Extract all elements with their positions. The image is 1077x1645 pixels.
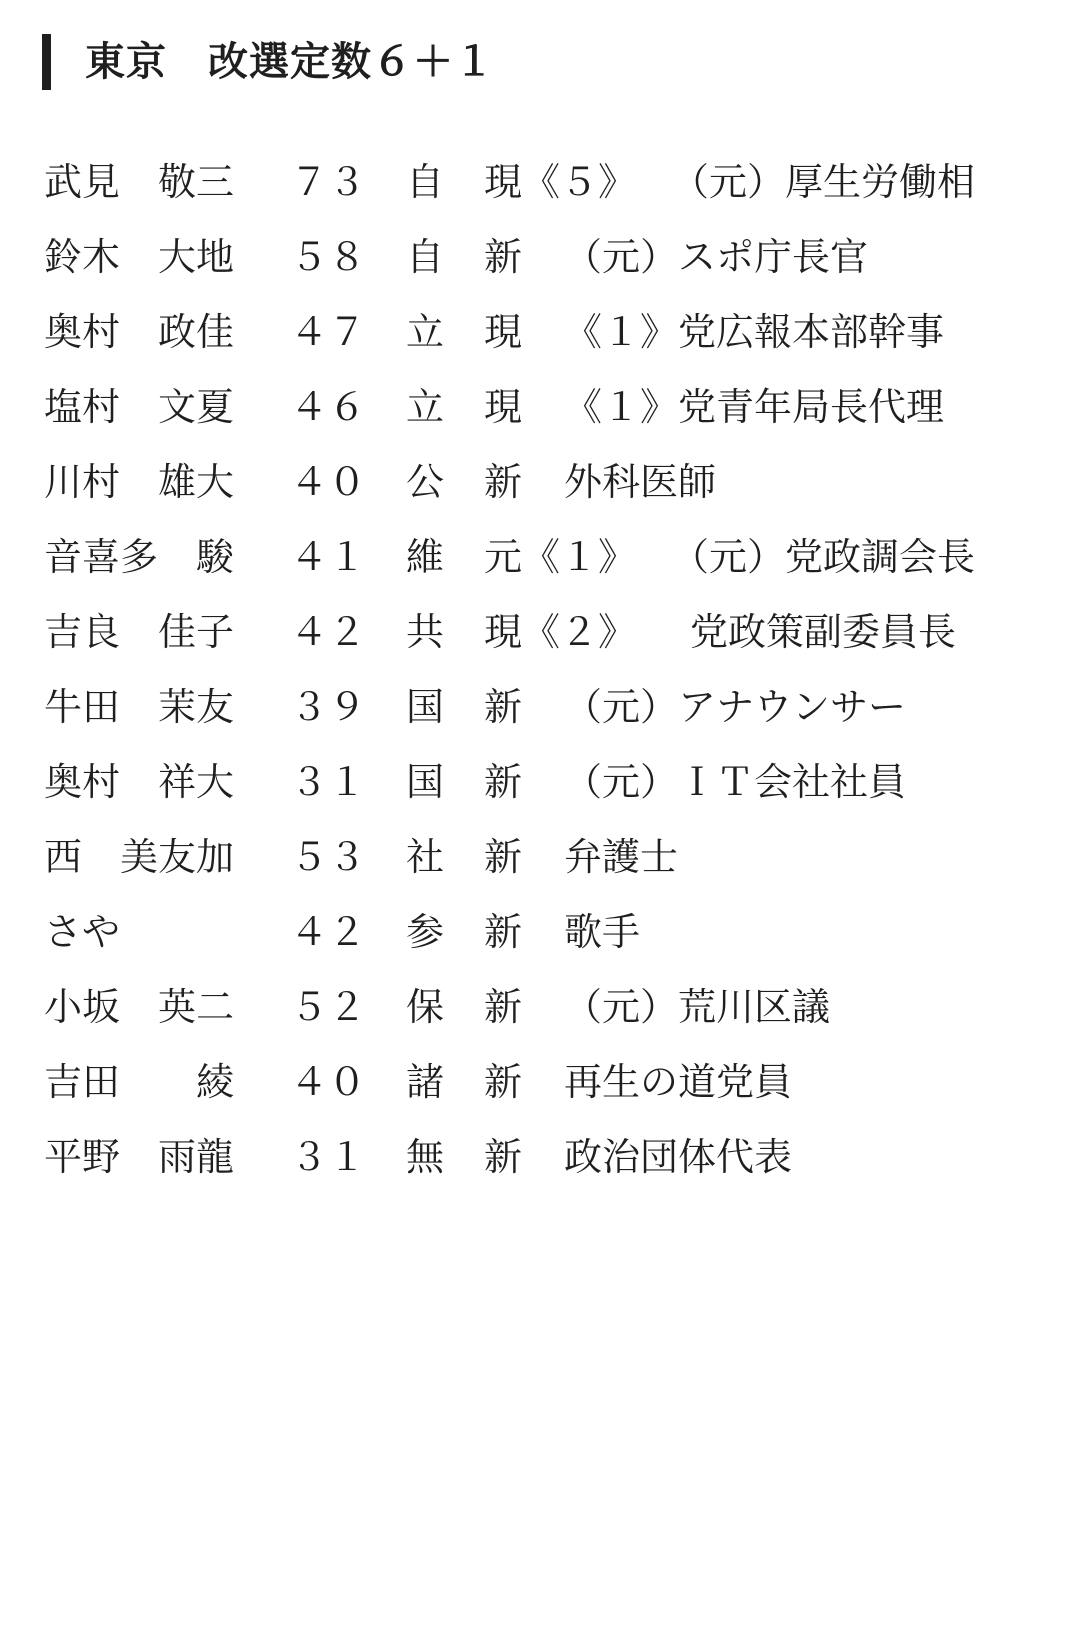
candidate-status: 新	[484, 1135, 523, 1179]
candidate-row	[44, 745, 1064, 820]
candidate-party: 参	[406, 910, 445, 954]
candidate-party: 共	[406, 610, 445, 654]
candidate-status: 新	[484, 760, 523, 804]
candidate-row	[44, 145, 1064, 220]
candidate-status: 現《５》	[484, 160, 637, 204]
candidate-party: 維	[406, 535, 445, 579]
candidate-status: 新	[484, 235, 523, 279]
candidate-age: ４２	[290, 610, 367, 654]
candidate-name: 鈴木 大地	[44, 235, 235, 279]
candidate-status: 新	[484, 460, 523, 504]
candidate-party: 国	[406, 685, 445, 729]
candidate-status: 新	[484, 1060, 523, 1104]
candidate-status: 新	[484, 910, 523, 954]
candidate-party: 自	[406, 160, 445, 204]
candidate-career: 歌手	[564, 910, 641, 954]
candidate-career: 弁護士	[564, 835, 679, 879]
candidate-status: 新	[484, 835, 523, 879]
candidate-age: ４０	[290, 460, 367, 504]
candidate-row	[44, 295, 1064, 370]
candidate-career: （元）アナウンサー	[564, 685, 907, 729]
candidate-career: 《１》党広報本部幹事	[564, 310, 945, 354]
heading-title: 東京 改選定数６＋１	[85, 39, 495, 85]
candidate-party: 立	[406, 385, 445, 429]
candidate-age: ５８	[290, 235, 367, 279]
candidate-party: 諸	[406, 1060, 445, 1104]
candidate-status: 現	[484, 310, 523, 354]
candidate-career: 党政策副委員長	[652, 610, 957, 654]
candidate-name: 川村 雄大	[44, 460, 235, 504]
candidate-status: 新	[484, 685, 523, 729]
candidate-status: 元《１》	[484, 535, 637, 579]
candidate-age: ４２	[290, 910, 367, 954]
candidate-age: ３１	[290, 1135, 367, 1179]
candidate-row	[44, 970, 1064, 1045]
candidate-career: （元）党政調会長	[652, 535, 976, 579]
candidate-career: （元）厚生労働相	[652, 160, 976, 204]
candidate-age: ３９	[290, 685, 367, 729]
candidate-party: 保	[406, 985, 445, 1029]
candidate-name: 武見 敬三	[44, 160, 235, 204]
candidate-name: 西 美友加	[44, 835, 235, 879]
candidate-party: 立	[406, 310, 445, 354]
candidate-age: ７３	[290, 160, 367, 204]
candidate-status: 現《２》	[484, 610, 637, 654]
candidate-career: （元）ＩＴ会社社員	[564, 760, 907, 804]
section-heading	[42, 34, 495, 90]
candidate-age: ４０	[290, 1060, 367, 1104]
candidate-status: 現	[484, 385, 523, 429]
candidate-career: （元）スポ庁長官	[564, 235, 869, 279]
candidate-row	[44, 1120, 1064, 1195]
candidate-party: 自	[406, 235, 445, 279]
candidate-party: 国	[406, 760, 445, 804]
candidate-row	[44, 670, 1064, 745]
candidate-age: ４７	[290, 310, 367, 354]
candidate-row	[44, 520, 1064, 595]
candidate-age: ５２	[290, 985, 367, 1029]
candidate-age: ３１	[290, 760, 367, 804]
candidate-row	[44, 445, 1064, 520]
candidate-row	[44, 1045, 1064, 1120]
candidate-age: ４１	[290, 535, 367, 579]
candidate-party: 無	[406, 1135, 445, 1179]
candidate-list	[44, 145, 1064, 1195]
candidate-career: 外科医師	[564, 460, 717, 504]
heading-accent-bar	[42, 34, 51, 90]
candidate-name: 奥村 政佳	[44, 310, 235, 354]
candidate-age: ４６	[290, 385, 367, 429]
candidate-name: 牛田 茉友	[44, 685, 235, 729]
candidate-row	[44, 595, 1064, 670]
candidate-name: 吉良 佳子	[44, 610, 235, 654]
candidate-age: ５３	[290, 835, 367, 879]
candidate-party: 公	[406, 460, 445, 504]
candidate-name: 吉田 綾	[44, 1060, 235, 1104]
candidate-row	[44, 820, 1064, 895]
candidate-name: 奥村 祥大	[44, 760, 235, 804]
candidate-name: 平野 雨龍	[44, 1135, 235, 1179]
candidate-row	[44, 220, 1064, 295]
candidate-row	[44, 370, 1064, 445]
candidate-name: さや	[44, 910, 121, 954]
candidate-career: （元）荒川区議	[564, 985, 831, 1029]
candidate-party: 社	[406, 835, 445, 879]
candidate-career: 再生の道党員	[564, 1060, 793, 1104]
candidate-name: 塩村 文夏	[44, 385, 235, 429]
candidate-name: 音喜多 駿	[44, 535, 235, 579]
candidate-name: 小坂 英二	[44, 985, 235, 1029]
candidate-career: 政治団体代表	[564, 1135, 793, 1179]
candidate-row	[44, 895, 1064, 970]
candidate-career: 《１》党青年局長代理	[564, 385, 945, 429]
candidate-status: 新	[484, 985, 523, 1029]
